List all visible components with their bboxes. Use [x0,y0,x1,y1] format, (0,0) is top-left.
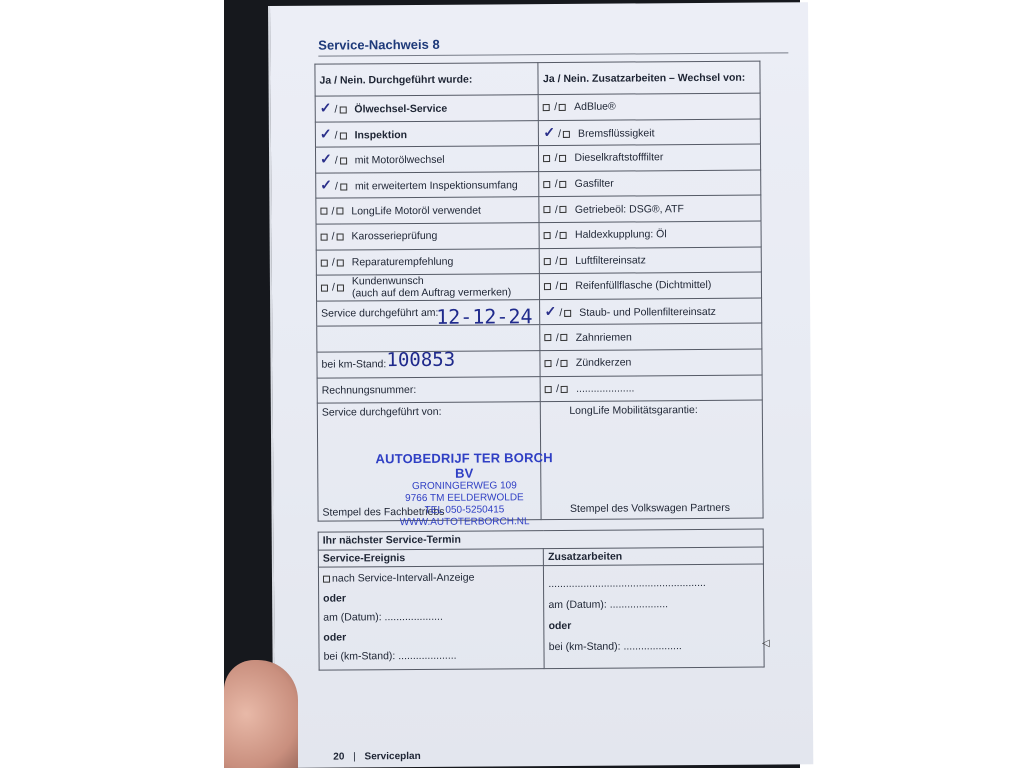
event-header: Service-Ereignis [318,549,543,568]
workshop-stamp [369,450,560,529]
kundenwunsch-label: Kundenwunsch [351,275,424,288]
stamp-workshop-label: Stempel des Fachbetriebs [322,505,445,519]
right-cell-0 [539,93,761,120]
left-cell-1 [315,120,539,147]
left-no-checkbox-6[interactable] [337,259,344,266]
slash-separator: / [331,230,335,243]
left-yes-checkbox-7[interactable] [321,285,328,292]
slash-separator: / [334,180,338,193]
right-item-label-4: Getriebeöl: DSG®, ATF [574,202,684,216]
extra-oder-label: oder [548,619,572,633]
right-no-checkbox-4[interactable] [560,206,567,213]
slash-separator: / [555,331,559,344]
table-row [316,170,761,199]
right-yes-checkbox-5[interactable] [544,232,551,239]
slash-separator: / [331,281,335,294]
slash-separator: / [334,129,338,142]
title-rule [318,52,788,56]
table-row [315,144,760,173]
left-cell-6 [316,248,540,275]
next-km-field: bei (km-Stand): .................... [323,649,457,663]
right-no-checkbox-10[interactable] [561,360,568,367]
right-no-checkbox-5[interactable] [560,232,567,239]
next-service-table [318,529,765,671]
interval-option [323,568,539,589]
right-cell-6 [540,247,762,274]
stamp-web: WWW.AUTOTERBORCH.NL [399,516,530,529]
right-item-label-2: Dieselkraftstofffilter [574,151,664,165]
stamp-street: GRONINGERWEG 109 [411,480,517,493]
right-no-checkbox-2[interactable] [559,155,566,162]
slash-separator: / [554,203,558,216]
right-cell-10 [540,349,762,376]
oder-label-1: oder [323,591,346,605]
right-no-checkbox-8[interactable] [564,310,571,317]
performed-by-label: Service durchgeführt von: [321,405,442,419]
right-no-checkbox-3[interactable] [560,181,567,188]
left-no-checkbox-5[interactable] [337,233,344,240]
right-cell-5 [540,221,762,248]
km-handwritten: 100853 [386,348,456,372]
slash-separator: / [334,155,338,168]
right-cell-7 [540,272,762,299]
slash-separator: / [559,306,563,320]
right-yes-checkbox-11[interactable] [545,386,552,393]
left-cell-2 [315,146,539,173]
right-no-checkbox-11[interactable] [561,385,568,392]
right-item-label-8: Staub- und Pollenfiltereinsatz [579,305,716,319]
page-title: Service-Nachweis 8 [318,36,440,53]
table-row [316,195,761,224]
right-cell-4 [539,195,761,222]
left-header: Ja / Nein. Durchgeführt wurde: [315,63,539,97]
right-cell-9 [540,323,762,350]
left-cell-7 [316,274,540,301]
stamp-name: AUTOBEDRIJF TER BORCH BV [375,450,553,481]
invoice-label: Rechnungsnummer: [317,376,541,403]
left-cell-0 [315,95,539,122]
slash-separator: / [555,229,559,242]
stamp-phone: TEL 050-5250415 [424,504,505,516]
stamp-partner-label: Stempel des Volkswagen Partners [569,501,730,516]
left-item-label-5: Karosserieprüfung [351,230,438,243]
right-yes-checkbox-0[interactable] [543,104,550,111]
right-cell-8 [540,298,762,325]
table-row [317,375,762,404]
left-yes-checkbox-4[interactable] [320,208,327,215]
left-no-checkbox-7[interactable] [337,284,344,291]
slash-separator: / [555,280,559,293]
right-item-label-1: Bremsflüssigkeit [577,127,655,140]
event-cell [318,566,544,670]
left-no-checkbox-1[interactable] [340,132,347,139]
right-no-checkbox-7[interactable] [560,283,567,290]
left-item-label-7 [352,275,511,300]
table-row [316,221,761,250]
left-cell-5 [316,223,540,250]
table-row [315,119,760,148]
kundenwunsch-note: (auch auf dem Auftrag vermerken) [351,286,512,300]
page-number: 20 [333,751,345,763]
left-yes-checkbox-3[interactable]: ✓ [320,177,333,194]
table-row [315,93,760,122]
right-item-label-10: Zündkerzen [575,356,632,370]
slash-separator: / [555,357,559,370]
thumb [224,660,298,768]
booklet-page [268,2,813,768]
right-yes-checkbox-10[interactable] [545,360,552,367]
longlife-cell [541,400,763,520]
right-yes-checkbox-3[interactable] [544,181,551,188]
next-service-title: Ihr nächster Service-Termin [318,529,763,550]
table-row [316,247,761,276]
left-yes-checkbox-5[interactable] [321,234,328,241]
table-row [317,323,762,352]
slash-separator: / [334,103,338,116]
longlife-label: LongLife Mobilitätsgarantie: [569,404,698,418]
right-item-label-11: .................... [576,382,635,395]
left-item-label-3: mit erweitertem Inspektionsumfang [354,179,518,193]
slash-separator: / [558,127,562,140]
extra-header: Zusatzarbeiten [544,547,764,566]
right-yes-checkbox-8[interactable]: ✓ [544,304,557,321]
right-header: Ja / Nein. Zusatzarbeiten – Wechsel von: [538,61,760,95]
slash-separator: / [331,205,335,218]
service-date-label: Service durchgeführt am: [317,299,541,326]
right-no-checkbox-9[interactable] [561,334,568,341]
right-item-label-5: Haldexkupplung: Öl [574,228,667,242]
extra-date-field: am (Datum): .................... [548,598,669,612]
slash-separator: / [331,256,335,269]
left-item-label-4: LongLife Motoröl verwendet [351,204,481,218]
left-yes-checkbox-1[interactable]: ✓ [319,126,332,143]
left-item-label-6: Reparaturempfehlung [351,255,454,269]
right-item-label-0: AdBlue® [574,100,616,114]
interval-label: nach Service-Intervall-Anzeige [331,571,475,585]
right-item-label-9: Zahnriemen [575,331,632,344]
left-no-checkbox-4[interactable] [336,208,343,215]
right-item-label-6: Luftfiltereinsatz [575,254,646,267]
left-no-checkbox-3[interactable] [340,183,347,190]
right-item-label-3: Gasfilter [574,177,614,190]
left-item-label-0: Ölwechsel-Service [354,103,448,116]
interval-checkbox[interactable] [323,575,330,582]
page-footer: 20 | Serviceplan [333,750,421,763]
right-item-label-7: Reifenfüllflasche (Dichtmittel) [575,279,712,293]
oder-label-2: oder [323,630,347,644]
left-item-label-2: mit Motorölwechsel [354,154,445,167]
right-no-checkbox-0[interactable] [559,104,566,111]
left-cell-3 [316,171,540,198]
right-yes-checkbox-9[interactable] [545,334,552,341]
service-date-handwritten: 12-12-24 [436,304,533,329]
left-yes-checkbox-0[interactable]: ✓ [319,100,332,117]
left-yes-checkbox-6[interactable] [321,259,328,266]
table-row [317,349,762,378]
right-no-checkbox-1[interactable] [563,131,570,138]
right-cell-3 [539,170,761,197]
left-yes-checkbox-2[interactable]: ✓ [320,152,332,169]
slash-separator: / [554,101,558,114]
table-row [316,272,761,301]
slash-separator: / [554,178,558,191]
left-cell-4 [316,197,540,224]
right-no-checkbox-6[interactable] [560,257,567,264]
right-yes-checkbox-4[interactable] [544,206,551,213]
right-yes-checkbox-7[interactable] [544,283,551,290]
right-yes-checkbox-2[interactable] [544,155,551,162]
extra-cell [544,564,764,668]
footer-label: Serviceplan [364,750,421,763]
next-date-field: am (Datum): .................... [323,610,443,624]
right-yes-checkbox-1[interactable]: ✓ [543,124,556,141]
right-cell-1 [539,119,761,146]
left-no-checkbox-2[interactable] [340,158,347,165]
right-cell-11 [541,375,763,402]
left-no-checkbox-0[interactable] [339,106,346,113]
right-cell-2 [539,144,761,171]
stamp-city: 9766 TM EELDERWOLDE [405,492,524,505]
km-label: bei km-Stand: [317,351,541,378]
extra-km-field: bei (km-Stand): .................... [548,640,682,654]
slash-separator: / [556,382,560,395]
table-row [317,298,762,327]
slash-separator: / [554,152,558,165]
slash-separator: / [555,254,559,267]
extra-line: ...................................................... [548,576,706,591]
left-item-label-1: Inspektion [354,128,408,142]
right-yes-checkbox-6[interactable] [544,258,551,265]
triangle-marker-icon: ◁ [762,638,770,649]
